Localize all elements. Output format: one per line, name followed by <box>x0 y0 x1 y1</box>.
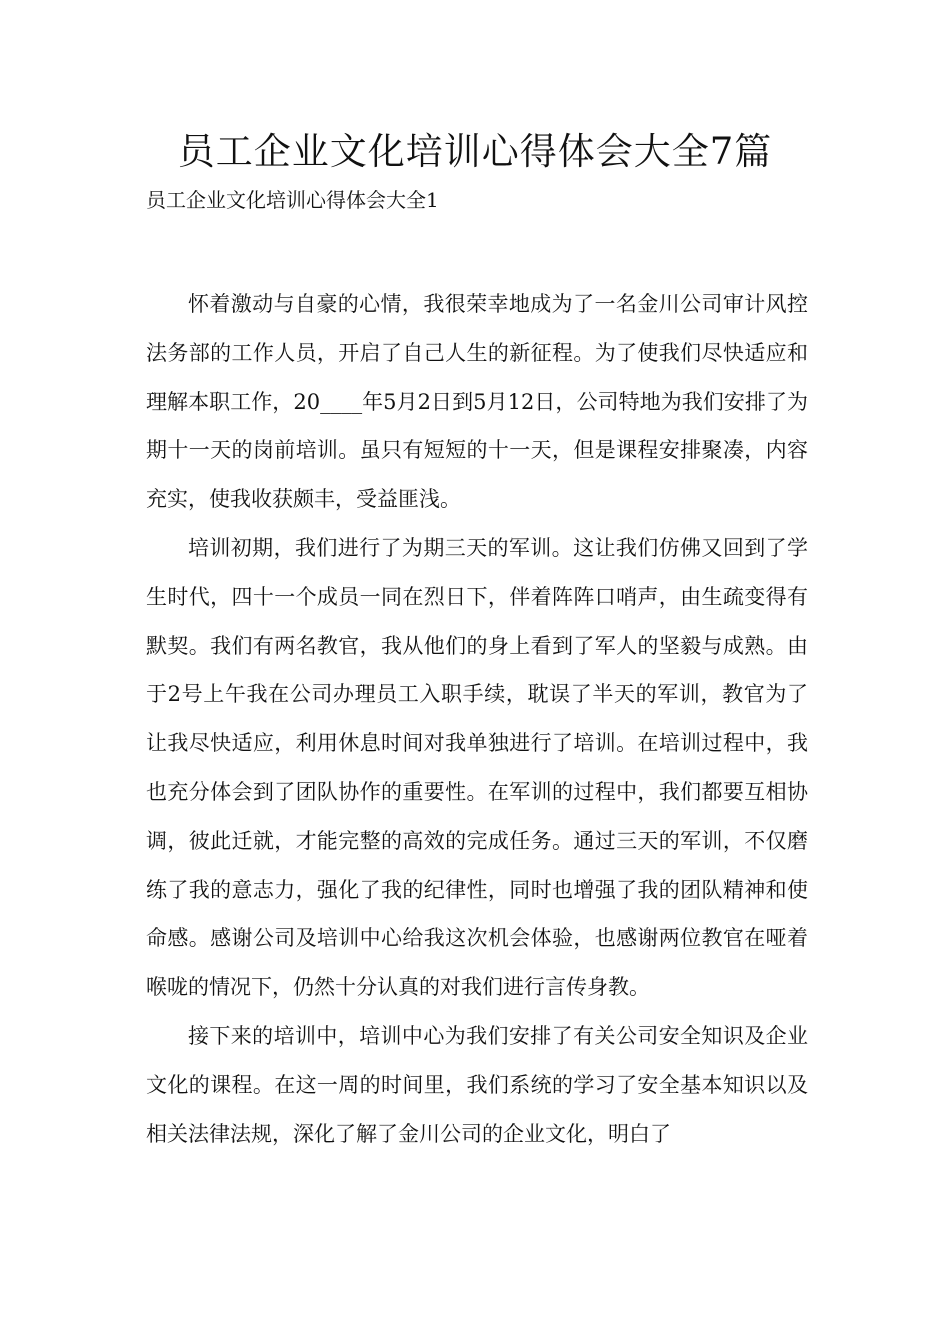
document-title: 员工企业文化培训心得体会大全7篇 <box>177 130 773 173</box>
paragraph: 培训初期，我们进行了为期三天的军训。这让我们仿佛又回到了学生时代，四十一个成员一同在烈日下，伴着阵阵口哨声，由生疏变得有默契。我们有两名教官，我从他们的身上看到了军人的坚毅与成熟。由于2号上午我在公司办理员工入职手续，耽误了半天的军训，教官为了让我尽快适应，利用休息时间对我单独进行了培训。在培训过程中，我也充分体会到了团队协作的重要性。在军训的过程中，我们都要互相协调，彼此迁就，才能完整的高效的完成任务。通过三天的军训，不仅磨练了我的意志力，强化了我的纪律性，同时也增强了我的团队精神和使命感。感谢公司及培训中心给我这次机会体验，也感谢两位教官在哑着喉咙的情况下，仍然十分认真的对我们进行言传身教。 <box>146 535 808 1000</box>
document-subtitle: 员工企业文化培训心得体会大全1 <box>146 188 439 212</box>
paragraph: 接下来的培训中，培训中心为我们安排了有关公司安全知识及企业文化的课程。在这一周的时间里，我们系统的学习了安全基本知识以及相关法律法规，深化了解了金川公司的企业文化，明白了 <box>146 1023 808 1146</box>
document-body <box>146 280 808 1158</box>
paragraph: 怀着激动与自豪的心情，我很荣幸地成为了一名金川公司审计风控法务部的工作人员，开启了自己人生的新征程。为了使我们尽快适应和理解本职工作，20____年5月2日到5月12日，公司特地为我们安排了为期十一天的岗前培训。虽只有短短的十一天，但是课程安排聚凑，内容充实，使我收获颇丰，受益匪浅。 <box>146 292 808 512</box>
